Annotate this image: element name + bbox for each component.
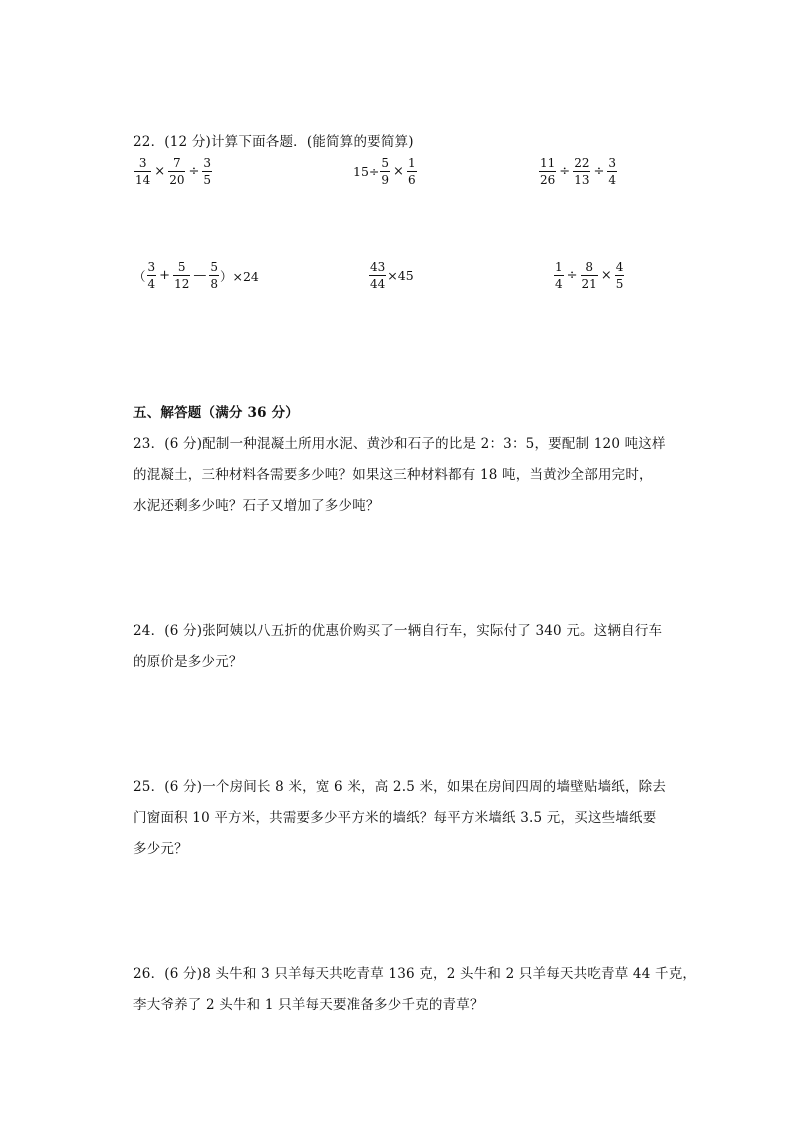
- fraction: $\frac{7}{20}$: [169, 156, 185, 187]
- fraction: $\frac{5}{12}$: [174, 260, 190, 291]
- q25-line-3: 多少元？: [133, 841, 188, 857]
- q22-expression-2: 15÷ $\frac{5}{9}$ × $\frac{1}{6}$: [353, 156, 416, 187]
- fraction: $\frac{22}{13}$: [574, 156, 590, 187]
- fraction: $\frac{1}{4}$: [555, 260, 563, 291]
- q22-title: 22．(12 分)计算下面各题．(能简算的要简算): [133, 134, 414, 150]
- fraction: $\frac{3}{4}$: [608, 156, 617, 187]
- fraction: $\frac{43}{44}$: [370, 260, 386, 291]
- fraction: $\frac{3}{4}$: [147, 260, 156, 291]
- q25-line-2: 门窗面积 10 平方米，共需要多少平方米的墙纸？每平方米墙纸 3.5 元，买这些墙纸要: [133, 810, 657, 826]
- fraction: $\frac{3}{14}$: [135, 156, 151, 187]
- q22-expression-6: $\frac{1}{4}$ ÷ $\frac{8}{21}$ × $\frac{4}{5}$: [555, 260, 624, 291]
- q22-expression-4: （ $\frac{3}{4}$ + $\frac{5}{12}$ — $\frac{5}{8}$ ）×24: [133, 260, 259, 291]
- fraction: $\frac{8}{21}$: [581, 260, 597, 291]
- section-title: 五、解答题（满分 36 分）: [133, 405, 299, 421]
- fraction: $\frac{4}{5}$: [615, 260, 624, 291]
- q24-line-2: 的原价是多少元？: [133, 654, 243, 670]
- q24-line-1: 24．(6 分)张阿姨以八五折的优惠价购买了一辆自行车，实际付了 340 元。这辆自行车: [133, 623, 663, 639]
- q23-line-2: 的混凝土，三种材料各需要多少吨？如果这三种材料都有 18 吨，当黄沙全部用完时，: [133, 467, 653, 483]
- fraction: $\frac{3}{5}$: [203, 156, 212, 187]
- q22-expression-1: $\frac{3}{14}$ × $\frac{7}{20}$ ÷ $\frac{3}{5}$: [135, 156, 212, 187]
- q23-line-3: 水泥还剩多少吨？石子又增加了多少吨？: [133, 498, 380, 514]
- q26-line-2: 李大爷养了 2 头牛和 1 只羊每天要准备多少千克的青草？: [133, 997, 484, 1013]
- q22-expression-5: $\frac{43}{44}$ ×45: [370, 260, 414, 291]
- q26-line-1: 26．(6 分)8 头牛和 3 只羊每天共吃青草 136 克，2 头牛和 2 只羊每天共吃青草 44 千克，: [133, 966, 697, 982]
- q25-line-1: 25．(6 分)一个房间长 8 米，宽 6 米，高 2.5 米，如果在房间四周的墙壁贴墙纸，除去: [133, 779, 667, 795]
- fraction: $\frac{11}{26}$: [540, 156, 556, 187]
- q23-line-1: 23．(6 分)配制一种混凝土所用水泥、黄沙和石子的比是 2：3：5，要配制 120 吨这样: [133, 436, 666, 452]
- fraction: $\frac{5}{8}$: [210, 260, 218, 291]
- fraction: $\frac{1}{6}$: [407, 156, 416, 187]
- fraction: $\frac{5}{9}$: [381, 156, 390, 187]
- q22-expression-3: $\frac{11}{26}$ ÷ $\frac{22}{13}$ ÷ $\frac{3}{4}$: [540, 156, 617, 187]
